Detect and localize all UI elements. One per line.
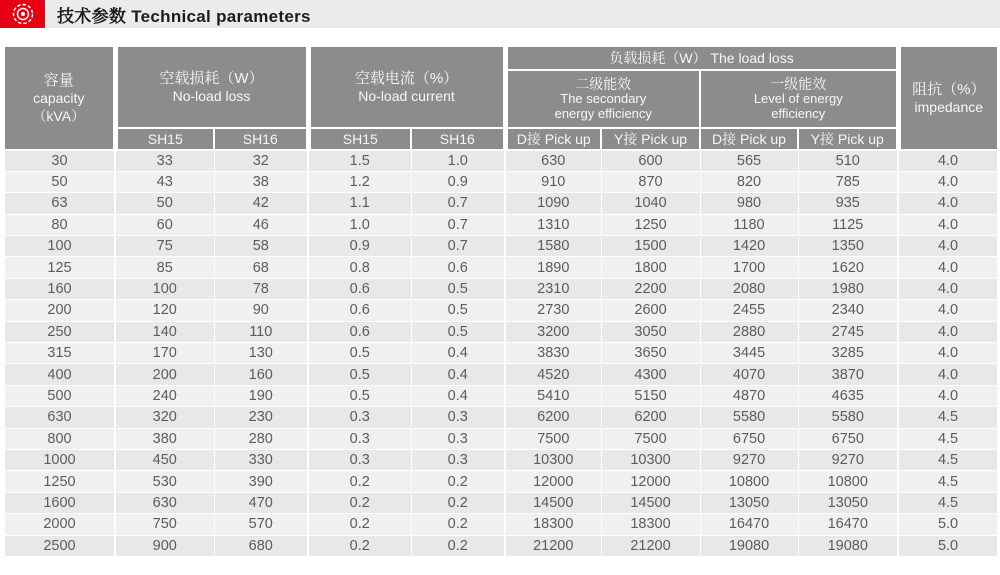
- value-cell: 9270: [798, 449, 898, 470]
- header-row-groups: [5, 47, 997, 70]
- value-cell: 5150: [601, 385, 700, 406]
- value-cell: 10800: [798, 471, 898, 492]
- value-cell: 170: [115, 343, 214, 364]
- table-row: [5, 449, 997, 470]
- value-cell: 4.0: [898, 214, 997, 235]
- value-cell: 6750: [700, 428, 798, 449]
- col-header-impedance: [898, 47, 997, 150]
- value-cell: 85: [115, 257, 214, 278]
- sub-header-d-secondary: D接 Pick up: [505, 128, 601, 150]
- value-cell: 10300: [601, 449, 700, 470]
- no-load-loss-zh: 空载损耗（W）: [159, 69, 264, 87]
- value-cell: 4.5: [898, 492, 997, 513]
- value-cell: 510: [798, 150, 898, 171]
- value-cell: 4.0: [898, 385, 997, 406]
- value-cell: 58: [214, 236, 308, 257]
- table-row: [5, 471, 997, 492]
- value-cell: 1.5: [308, 150, 411, 171]
- table-row: [5, 343, 997, 364]
- value-cell: 0.2: [411, 514, 505, 535]
- value-cell: 2200: [601, 278, 700, 299]
- capacity-cell: 200: [5, 300, 115, 321]
- value-cell: 2455: [700, 300, 798, 321]
- no-load-current-zh: 空载电流（%）: [354, 69, 459, 87]
- value-cell: 19080: [700, 535, 798, 556]
- impedance-en: impedance: [914, 99, 984, 115]
- value-cell: 980: [700, 193, 798, 214]
- value-cell: 50: [115, 193, 214, 214]
- value-cell: 0.2: [308, 471, 411, 492]
- secondary-efficiency-en1: The secondary: [560, 91, 647, 107]
- value-cell: 21200: [601, 535, 700, 556]
- value-cell: 2745: [798, 321, 898, 342]
- value-cell: 320: [115, 407, 214, 428]
- sub-header-sh16-current: SH16: [411, 128, 505, 150]
- value-cell: 190: [214, 385, 308, 406]
- value-cell: 0.6: [308, 300, 411, 321]
- value-cell: 2730: [505, 300, 601, 321]
- value-cell: 1580: [505, 236, 601, 257]
- value-cell: 100: [115, 278, 214, 299]
- table-body: [5, 150, 997, 556]
- value-cell: 120: [115, 300, 214, 321]
- value-cell: 4.0: [898, 300, 997, 321]
- value-cell: 0.9: [411, 171, 505, 192]
- value-cell: 3870: [798, 364, 898, 385]
- secondary-efficiency-zh: 二级能效: [575, 75, 632, 92]
- value-cell: 330: [214, 449, 308, 470]
- value-cell: 4.0: [898, 193, 997, 214]
- value-cell: 0.5: [411, 321, 505, 342]
- table-row: [5, 278, 997, 299]
- no-load-current-en: No-load current: [358, 88, 455, 104]
- value-cell: 10300: [505, 449, 601, 470]
- value-cell: 1350: [798, 236, 898, 257]
- value-cell: 160: [214, 364, 308, 385]
- value-cell: 3200: [505, 321, 601, 342]
- value-cell: 630: [115, 492, 214, 513]
- capacity-cell: 315: [5, 343, 115, 364]
- value-cell: 13050: [700, 492, 798, 513]
- table-row: [5, 257, 997, 278]
- table-header: [5, 47, 997, 150]
- value-cell: 1890: [505, 257, 601, 278]
- table-row: [5, 385, 997, 406]
- value-cell: 0.3: [411, 428, 505, 449]
- value-cell: 14500: [505, 492, 601, 513]
- impedance-zh: 阻抗（%）: [912, 80, 986, 98]
- capacity-cell: 80: [5, 214, 115, 235]
- table-row: [5, 514, 997, 535]
- value-cell: 1090: [505, 193, 601, 214]
- value-cell: 4300: [601, 364, 700, 385]
- value-cell: 0.2: [308, 514, 411, 535]
- table-row: [5, 535, 997, 556]
- table-row: [5, 214, 997, 235]
- value-cell: 3285: [798, 343, 898, 364]
- load-loss-en: The load loss: [710, 50, 794, 66]
- value-cell: 4.5: [898, 407, 997, 428]
- value-cell: 1500: [601, 236, 700, 257]
- value-cell: 0.4: [411, 343, 505, 364]
- value-cell: 0.5: [411, 300, 505, 321]
- value-cell: 0.6: [308, 278, 411, 299]
- value-cell: 33: [115, 150, 214, 171]
- value-cell: 5580: [798, 407, 898, 428]
- sub-header-y-primary: Y接 Pick up: [798, 128, 898, 150]
- value-cell: 0.5: [308, 343, 411, 364]
- capacity-cell: 250: [5, 321, 115, 342]
- capacity-cell: 2000: [5, 514, 115, 535]
- value-cell: 0.5: [411, 278, 505, 299]
- value-cell: 1.2: [308, 171, 411, 192]
- value-cell: 3650: [601, 343, 700, 364]
- value-cell: 16470: [798, 514, 898, 535]
- value-cell: 46: [214, 214, 308, 235]
- value-cell: 1.0: [308, 214, 411, 235]
- value-cell: 5580: [700, 407, 798, 428]
- table-row: [5, 321, 997, 342]
- page-title: 技术参数 Technical parameters: [57, 6, 311, 26]
- value-cell: 0.7: [411, 236, 505, 257]
- value-cell: 680: [214, 535, 308, 556]
- capacity-cell: 1600: [5, 492, 115, 513]
- table-row: [5, 428, 997, 449]
- value-cell: 16470: [700, 514, 798, 535]
- col-header-capacity: [5, 47, 115, 150]
- capacity-cell: 1250: [5, 471, 115, 492]
- value-cell: 570: [214, 514, 308, 535]
- value-cell: 565: [700, 150, 798, 171]
- value-cell: 4.0: [898, 171, 997, 192]
- technical-parameters-table-wrap: [5, 47, 997, 556]
- value-cell: 0.4: [411, 364, 505, 385]
- sub-header-sh15-current: SH15: [308, 128, 411, 150]
- value-cell: 4.0: [898, 236, 997, 257]
- value-cell: 10800: [700, 471, 798, 492]
- value-cell: 0.3: [308, 449, 411, 470]
- value-cell: 3830: [505, 343, 601, 364]
- capacity-cell: 2500: [5, 535, 115, 556]
- technical-parameters-table: [5, 47, 997, 556]
- col-header-load-loss: [505, 47, 898, 70]
- value-cell: 19080: [798, 535, 898, 556]
- title-accent-box: [0, 0, 45, 28]
- value-cell: 785: [798, 171, 898, 192]
- value-cell: 90: [214, 300, 308, 321]
- value-cell: 820: [700, 171, 798, 192]
- col-header-no-load-loss: [115, 47, 308, 128]
- value-cell: 870: [601, 171, 700, 192]
- table-row: [5, 492, 997, 513]
- value-cell: 2600: [601, 300, 700, 321]
- value-cell: 7500: [505, 428, 601, 449]
- sub-header-sh16-loss: SH16: [214, 128, 308, 150]
- value-cell: 3050: [601, 321, 700, 342]
- value-cell: 4.0: [898, 321, 997, 342]
- sub-header-y-secondary: Y接 Pick up: [601, 128, 700, 150]
- primary-efficiency-zh: 一级能效: [770, 75, 827, 92]
- value-cell: 5.0: [898, 535, 997, 556]
- value-cell: 0.3: [411, 407, 505, 428]
- value-cell: 0.9: [308, 236, 411, 257]
- value-cell: 1125: [798, 214, 898, 235]
- value-cell: 0.7: [411, 214, 505, 235]
- value-cell: 750: [115, 514, 214, 535]
- value-cell: 4870: [700, 385, 798, 406]
- table-row: [5, 407, 997, 428]
- value-cell: 0.2: [411, 535, 505, 556]
- value-cell: 4.5: [898, 449, 997, 470]
- value-cell: 0.3: [308, 407, 411, 428]
- value-cell: 4635: [798, 385, 898, 406]
- capacity-cell: 63: [5, 193, 115, 214]
- value-cell: 21200: [505, 535, 601, 556]
- value-cell: 0.5: [308, 385, 411, 406]
- value-cell: 130: [214, 343, 308, 364]
- value-cell: 6200: [601, 407, 700, 428]
- sub-header-d-primary: D接 Pick up: [700, 128, 798, 150]
- value-cell: 230: [214, 407, 308, 428]
- value-cell: 1.1: [308, 193, 411, 214]
- value-cell: 4520: [505, 364, 601, 385]
- capacity-cell: 400: [5, 364, 115, 385]
- capacity-cell: 160: [5, 278, 115, 299]
- value-cell: 600: [601, 150, 700, 171]
- value-cell: 4.0: [898, 257, 997, 278]
- capacity-cell: 100: [5, 236, 115, 257]
- value-cell: 2310: [505, 278, 601, 299]
- value-cell: 43: [115, 171, 214, 192]
- value-cell: 1.0: [411, 150, 505, 171]
- value-cell: 450: [115, 449, 214, 470]
- value-cell: 1040: [601, 193, 700, 214]
- value-cell: 4.0: [898, 150, 997, 171]
- value-cell: 1980: [798, 278, 898, 299]
- value-cell: 1700: [700, 257, 798, 278]
- value-cell: 4.0: [898, 278, 997, 299]
- capacity-unit: （kVA）: [32, 107, 86, 124]
- table-row: [5, 171, 997, 192]
- sub-header-sh15-loss: SH15: [115, 128, 214, 150]
- value-cell: 4.0: [898, 364, 997, 385]
- value-cell: 9270: [700, 449, 798, 470]
- table-row: [5, 364, 997, 385]
- value-cell: 38: [214, 171, 308, 192]
- capacity-en: capacity: [33, 90, 85, 107]
- value-cell: 0.3: [411, 449, 505, 470]
- load-loss-zh: 负载损耗（W）: [609, 50, 707, 66]
- value-cell: 5410: [505, 385, 601, 406]
- title-bar: [0, 0, 1000, 28]
- primary-efficiency-en1: Level of energy: [753, 91, 843, 107]
- value-cell: 6200: [505, 407, 601, 428]
- value-cell: 900: [115, 535, 214, 556]
- table-row: [5, 193, 997, 214]
- value-cell: 910: [505, 171, 601, 192]
- value-cell: 3445: [700, 343, 798, 364]
- value-cell: 13050: [798, 492, 898, 513]
- value-cell: 12000: [505, 471, 601, 492]
- value-cell: 200: [115, 364, 214, 385]
- primary-efficiency-en2: efficiency: [771, 106, 826, 122]
- value-cell: 0.3: [308, 428, 411, 449]
- value-cell: 42: [214, 193, 308, 214]
- value-cell: 0.4: [411, 385, 505, 406]
- value-cell: 935: [798, 193, 898, 214]
- value-cell: 0.6: [308, 321, 411, 342]
- value-cell: 4.5: [898, 471, 997, 492]
- value-cell: 530: [115, 471, 214, 492]
- value-cell: 4070: [700, 364, 798, 385]
- table-row: [5, 150, 997, 171]
- value-cell: 1420: [700, 236, 798, 257]
- col-header-no-load-current: [308, 47, 505, 128]
- value-cell: 280: [214, 428, 308, 449]
- value-cell: 0.2: [308, 492, 411, 513]
- value-cell: 2080: [700, 278, 798, 299]
- capacity-cell: 50: [5, 171, 115, 192]
- capacity-cell: 125: [5, 257, 115, 278]
- value-cell: 240: [115, 385, 214, 406]
- value-cell: 14500: [601, 492, 700, 513]
- value-cell: 630: [505, 150, 601, 171]
- value-cell: 5.0: [898, 514, 997, 535]
- table-row: [5, 236, 997, 257]
- value-cell: 390: [214, 471, 308, 492]
- value-cell: 75: [115, 236, 214, 257]
- value-cell: 1180: [700, 214, 798, 235]
- value-cell: 0.2: [308, 535, 411, 556]
- capacity-cell: 1000: [5, 449, 115, 470]
- value-cell: 60: [115, 214, 214, 235]
- value-cell: 1620: [798, 257, 898, 278]
- value-cell: 140: [115, 321, 214, 342]
- capacity-zh: 容量: [43, 71, 74, 89]
- value-cell: 470: [214, 492, 308, 513]
- value-cell: 0.7: [411, 193, 505, 214]
- value-cell: 4.5: [898, 428, 997, 449]
- value-cell: 12000: [601, 471, 700, 492]
- header-row-sub: [5, 128, 997, 150]
- value-cell: 18300: [505, 514, 601, 535]
- value-cell: 1310: [505, 214, 601, 235]
- value-cell: 78: [214, 278, 308, 299]
- value-cell: 2880: [700, 321, 798, 342]
- value-cell: 1800: [601, 257, 700, 278]
- capacity-cell: 500: [5, 385, 115, 406]
- capacity-cell: 630: [5, 407, 115, 428]
- value-cell: 1250: [601, 214, 700, 235]
- value-cell: 0.2: [411, 492, 505, 513]
- value-cell: 18300: [601, 514, 700, 535]
- value-cell: 380: [115, 428, 214, 449]
- col-header-secondary-efficiency: [505, 70, 700, 128]
- target-rings-icon: [10, 1, 36, 27]
- value-cell: 0.6: [411, 257, 505, 278]
- value-cell: 110: [214, 321, 308, 342]
- value-cell: 4.0: [898, 343, 997, 364]
- value-cell: 68: [214, 257, 308, 278]
- value-cell: 0.2: [411, 471, 505, 492]
- no-load-loss-en: No-load loss: [172, 88, 251, 104]
- value-cell: 2340: [798, 300, 898, 321]
- table-row: [5, 300, 997, 321]
- capacity-cell: 800: [5, 428, 115, 449]
- secondary-efficiency-en2: energy efficiency: [554, 106, 652, 122]
- value-cell: 0.5: [308, 364, 411, 385]
- value-cell: 7500: [601, 428, 700, 449]
- value-cell: 6750: [798, 428, 898, 449]
- capacity-cell: 30: [5, 150, 115, 171]
- col-header-primary-efficiency: [700, 70, 898, 128]
- value-cell: 32: [214, 150, 308, 171]
- value-cell: 0.8: [308, 257, 411, 278]
